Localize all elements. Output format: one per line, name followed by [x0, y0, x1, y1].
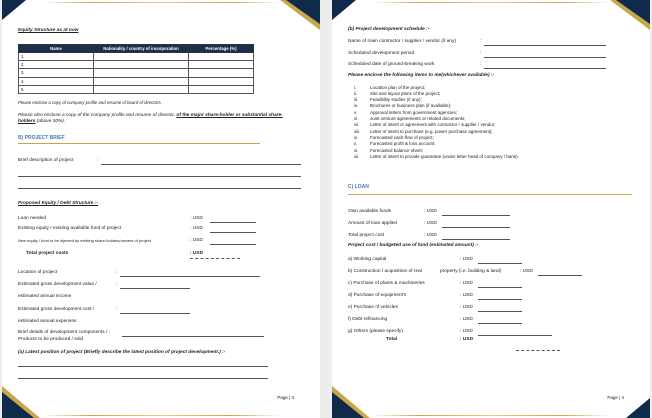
use-field[interactable]	[478, 299, 522, 300]
dev-components-label: Brief details of development components / :	[18, 330, 110, 335]
section-rule	[18, 143, 260, 144]
list-item-num: ix.	[354, 135, 359, 140]
use-label-extra: property (i.e. building & land)	[440, 269, 502, 274]
profile-note: Please enclose a copy of company profile and resume of board of directors.	[18, 100, 162, 105]
page-number: Page | 3	[277, 395, 294, 400]
total-underline	[190, 258, 240, 259]
new-equity-label: New equity / fund to be injected by existing share-holders/owners of project	[18, 238, 151, 243]
list-item-num: vi.	[354, 116, 359, 121]
latest-position-line[interactable]	[18, 366, 268, 367]
page-3	[2, 0, 320, 418]
page-number: Page | 4	[607, 395, 624, 400]
usd-label: : USD	[424, 221, 437, 226]
gold-rule	[372, 2, 610, 3]
colon: :	[480, 62, 482, 67]
list-item: Joint venture agreements or related documents;	[370, 116, 466, 121]
table-cell[interactable]	[189, 85, 254, 93]
brief-label: Brief description of project	[18, 158, 74, 163]
dev-period-field[interactable]	[484, 57, 606, 58]
amount-applied-field[interactable]	[442, 227, 510, 228]
usd-label: : USD	[190, 251, 204, 256]
use-field[interactable]	[478, 263, 522, 264]
own-funds-field[interactable]	[442, 215, 510, 216]
use-field[interactable]	[478, 335, 552, 336]
total-underline	[516, 350, 560, 351]
use-label: e) Purchase of vehicles	[348, 305, 398, 310]
proposed-structure-title: Proposed Equity / Debt Structure :-	[18, 201, 98, 206]
gross-dev-cost-field[interactable]	[120, 313, 190, 314]
list-item: Letter of intent to purchase (e.g. power purchase agreement);	[370, 129, 493, 134]
enclose-title: Please enclose the following items to me(whichever available) :-	[348, 73, 495, 78]
total-costs-label: Total project costs	[26, 251, 69, 256]
list-item: Forecasted cash-flow of project;	[370, 135, 434, 140]
equity-structure-title: Equity Structure as at now	[18, 28, 79, 33]
colon: :	[116, 270, 118, 275]
table-cell[interactable]: 4.	[19, 77, 94, 85]
table-cell[interactable]	[94, 61, 189, 69]
table-cell[interactable]	[94, 53, 189, 61]
total-cost-field[interactable]	[442, 239, 510, 240]
note-text: Please also enclose a copy of the company profile and resume of director,	[18, 113, 176, 118]
use-field[interactable]	[538, 275, 582, 276]
usd-label: : USD	[424, 209, 437, 214]
usd-label: : USD	[520, 269, 533, 274]
corner-decoration	[616, 0, 650, 24]
use-label: c) Purchase of plants & machineries	[348, 281, 425, 286]
section-loan: C) LOAN	[348, 184, 369, 190]
loan-needed-field[interactable]	[210, 222, 256, 223]
table-cell[interactable]: 2.	[19, 61, 94, 69]
list-item-num: xii.	[354, 154, 360, 159]
gold-rule	[372, 415, 610, 416]
annual-expenses-label: estimated annual expenses	[18, 319, 77, 324]
ground-breaking-label: Scheduled date of ground-breaking work	[348, 62, 435, 67]
main-contractor-label: Name of main contractor / supplier / vendor (if any)	[348, 39, 456, 44]
brief-line[interactable]	[101, 164, 301, 165]
table-header: Nationality / country of incorporation	[94, 45, 189, 53]
ground-breaking-field[interactable]	[484, 68, 606, 69]
list-item-num: v.	[354, 110, 358, 115]
existing-equity-field[interactable]	[210, 232, 256, 233]
table-header: Percentage (%)	[189, 45, 254, 53]
own-funds-label: Own available funds	[348, 209, 392, 214]
usd-label: : USD	[460, 329, 473, 334]
list-item-num: iii.	[354, 97, 359, 102]
table-cell[interactable]	[189, 61, 254, 69]
list-item-num: i.	[354, 85, 357, 90]
table-row	[19, 69, 254, 77]
table-cell[interactable]: 3.	[19, 69, 94, 77]
table-row	[19, 53, 254, 61]
corner-decoration	[332, 0, 356, 20]
gross-dev-value-field[interactable]	[120, 288, 190, 289]
total-label: Total	[386, 337, 398, 342]
annual-income-label: estimated annual income	[18, 294, 72, 299]
corner-decoration	[2, 392, 34, 418]
use-label: d) Purchase of equipment's	[348, 293, 407, 298]
table-cell[interactable]: 5.	[19, 85, 94, 93]
location-label: Location of project	[18, 270, 58, 275]
table-cell[interactable]	[94, 85, 189, 93]
table-cell[interactable]	[189, 69, 254, 77]
list-item: Approval letters from government agencies;	[370, 110, 458, 115]
colon: :	[116, 307, 118, 312]
table-cell[interactable]	[189, 77, 254, 85]
brief-line[interactable]	[18, 176, 301, 177]
budgeted-title: Project cost / budgeted use of fund (estimated amount) :-	[348, 243, 479, 248]
list-item-num: viii.	[354, 129, 361, 134]
table-cell[interactable]	[189, 53, 254, 61]
usd-label: : USD	[190, 238, 203, 243]
list-item: Site and layout plans of the project;	[370, 91, 441, 96]
list-item: Letter of intent or agreement with contractor / supplier / vendor;	[370, 122, 496, 127]
existing-equity-label: Existing equity / existing available fund of project	[18, 226, 122, 231]
schedule-title: (b) Project development schedule :-	[348, 27, 430, 32]
list-item: Location plan of the project;	[370, 85, 426, 90]
table-header: Name	[19, 45, 94, 53]
section-rule	[348, 194, 632, 195]
use-label: b) Construction / acquisition of real	[348, 269, 422, 274]
table-row	[19, 77, 254, 85]
table-row	[19, 85, 254, 93]
latest-position-line[interactable]	[18, 378, 268, 379]
corner-decoration	[286, 0, 320, 24]
director-note-cont	[18, 119, 65, 125]
equity-table	[18, 44, 254, 94]
usd-label: : USD	[190, 216, 203, 221]
usd-label: : USD	[190, 226, 203, 231]
use-field[interactable]	[478, 323, 522, 324]
usd-label: : USD	[460, 317, 473, 322]
list-item: Forecasted profit & loss account;	[370, 141, 436, 146]
use-field[interactable]	[478, 311, 522, 312]
latest-position-title: (a) Latest position of project (Briefly describe the latest position of project development.) :-	[18, 350, 226, 355]
table-row	[19, 61, 254, 69]
colon: :	[97, 158, 99, 163]
table-cell[interactable]: 1.	[19, 53, 94, 61]
list-item-num: ii.	[354, 91, 358, 96]
dev-period-label: Scheduled development period	[348, 51, 415, 56]
list-item-num: x.	[354, 141, 358, 146]
usd-label: : USD	[460, 337, 474, 342]
total-cost-label: Total project cost	[348, 233, 384, 238]
gold-rule	[42, 2, 280, 3]
list-item: Forecasted balance sheet;	[370, 148, 424, 153]
usd-label: : USD	[460, 305, 473, 310]
use-label: f) Debt refinancing	[348, 317, 388, 322]
loan-needed-label: Loan needed	[18, 216, 47, 221]
use-field[interactable]	[478, 287, 522, 288]
list-item: Letter of intent to provide guarantee (under letter head of company / bank).	[370, 154, 519, 159]
gold-rule	[42, 415, 280, 416]
gross-dev-value-label: Estimated gross development value /	[18, 282, 97, 287]
corner-decoration	[626, 398, 650, 418]
usd-label: : USD	[460, 281, 473, 286]
usd-label: : USD	[460, 293, 473, 298]
section-project-brief: B) PROJECT BRIEF	[18, 135, 65, 141]
table-cell[interactable]	[94, 77, 189, 85]
note-text-emphasis: holders	[18, 119, 36, 124]
usd-label: : USD	[460, 257, 473, 262]
colon: :	[480, 51, 482, 56]
list-item-num: vii.	[354, 122, 360, 127]
products-label: Products to be produced / sold	[18, 337, 84, 342]
note-text: (above 30%).	[36, 119, 66, 124]
main-contractor-field[interactable]	[484, 45, 606, 46]
usd-label: : USD	[424, 233, 437, 238]
table-cell[interactable]	[94, 69, 189, 77]
dev-components-field[interactable]	[122, 336, 264, 337]
use-label: a) Working capital	[348, 257, 387, 262]
colon: :	[116, 282, 118, 287]
list-item-num: iv.	[354, 103, 359, 108]
list-item: Brochures or business plan (if available);	[370, 103, 452, 108]
use-label: g) Others (please specify)	[348, 329, 403, 334]
list-item-num: xi.	[354, 148, 359, 153]
location-field[interactable]	[120, 276, 260, 277]
note-text-emphasis: of the major share-holder or substantial share-	[176, 113, 283, 118]
corner-decoration	[332, 392, 364, 418]
corner-decoration	[2, 0, 26, 20]
page-4	[332, 0, 650, 418]
gross-dev-cost-label: Estimated gross development cost /	[18, 307, 94, 312]
list-item: Feasibility studies (if any);	[370, 97, 422, 102]
colon: :	[480, 39, 482, 44]
brief-line[interactable]	[18, 188, 301, 189]
amount-applied-label: Amount of loan applied	[348, 221, 398, 226]
new-equity-field[interactable]	[210, 244, 256, 245]
